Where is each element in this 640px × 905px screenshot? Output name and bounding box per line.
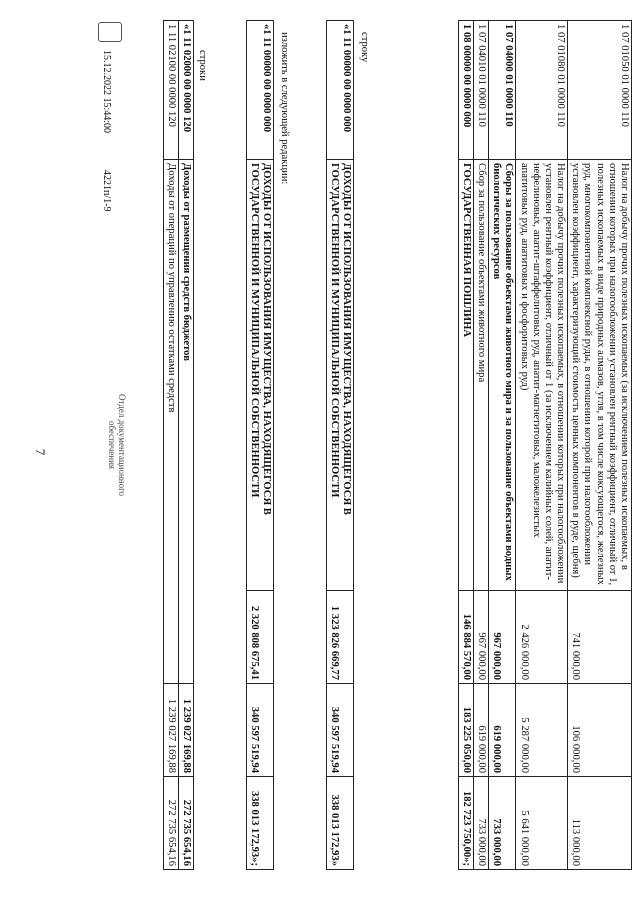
value-year-1: 2 426 000,00 — [516, 591, 568, 684]
value-year-2: 619 000,00 — [489, 684, 516, 777]
value-year-3: 733 000,00 — [489, 777, 516, 870]
budget-code: «1 11 02000 00 0000 120 — [178, 21, 193, 160]
barcode-stamp-icon — [98, 22, 122, 42]
table-row — [458, 21, 473, 870]
budget-code: 1 08 00000 00 0000 000 — [458, 21, 473, 160]
budget-code: 1 07 04010 01 0000 110 — [473, 21, 488, 160]
label-stroki: строки — [197, 50, 208, 81]
table-row — [489, 21, 516, 870]
table-row — [178, 21, 193, 870]
value-year-3: 5 641 000,00 — [516, 777, 568, 870]
value-year-1: 967 000,00 — [489, 591, 516, 684]
value-year-3: 113 000,00 — [568, 777, 632, 870]
table-row — [326, 21, 353, 870]
value-year-3: 182 723 750,00»; — [458, 777, 473, 870]
property-income-old-row — [326, 20, 354, 870]
table-row — [246, 21, 273, 870]
footer-doc-id: 4221п/1-9 — [101, 170, 112, 212]
value-year-2: 619 000,00 — [473, 684, 488, 777]
budget-code: 1 07 01050 01 0000 110 — [568, 21, 632, 160]
row-name: Налог на добычу прочих полезных ископаемых, в отношении которых при налогообложении установлен рентный коэффициент, отличный от 1 (за исключением калийных солей, апатит-нефелиновых, апатит-штаффелитовых руд, апатит-магнетитовых, маложелезистых апатитовых руд, апатитовых и фосфоритовых руд) — [516, 160, 568, 591]
row-name: ДОХОДЫ ОТ ИСПОЛЬЗОВАНИЯ ИМУЩЕСТВА, НАХОДЯЩЕГОСЯ В ГОСУДАРСТВЕННОЙ И МУНИЦИПАЛЬНОЙ СОБСТВЕННОСТИ — [246, 160, 273, 591]
placement-income-rows — [163, 20, 194, 870]
value-year-2: 106 000,00 — [568, 684, 632, 777]
value-year-3: 733 000,00 — [473, 777, 488, 870]
value-year-2: 272 735 654,16 — [163, 777, 178, 870]
value-year-3: 338 013 172,93» — [326, 777, 353, 870]
value-year-2: 340 597 519,94 — [326, 684, 353, 777]
budget-code: 1 07 04000 01 0000 110 — [489, 21, 516, 160]
budget-code: 1 11 02100 00 0000 120 — [163, 21, 178, 160]
value-year-1: 967 000,00 — [473, 591, 488, 684]
table-row — [516, 21, 568, 870]
budget-code: 1 07 01080 01 0000 110 — [516, 21, 568, 160]
property-income-new-row — [246, 20, 274, 870]
stamp-department-note: Отдел документационного обеспечения — [107, 393, 127, 497]
row-name: Доходы от операций по управлению остатками средств — [163, 160, 178, 684]
value-year-1: 1 239 027 169,88 — [163, 684, 178, 777]
value-year-1: 2 320 808 675,41 — [246, 591, 273, 684]
rotated-page-content — [72, 20, 632, 870]
value-year-1: 146 884 570,00 — [458, 591, 473, 684]
value-year-2: 183 225 050,00 — [458, 684, 473, 777]
table-row — [163, 21, 178, 870]
value-year-1: 1 239 027 169,88 — [178, 684, 193, 777]
footer-timestamp: 15.12.2022 15:44:00 — [101, 50, 112, 134]
value-year-3: 338 013 172,93»; — [246, 777, 273, 870]
value-year-1: 741 000,00 — [568, 591, 632, 684]
value-year-1: 1 323 826 669,77 — [326, 591, 353, 684]
revenue-table-continuation — [458, 20, 632, 870]
label-new-edition: изложить в следующей редакции: — [279, 32, 290, 185]
value-year-2: 272 735 654,16 — [178, 777, 193, 870]
row-name: Сбор за пользование объектами животного мира — [473, 160, 488, 591]
budget-code: «1 11 00000 00 0000 000 — [246, 21, 273, 160]
row-name: ГОСУДАРСТВЕННАЯ ПОШЛИНА — [458, 160, 473, 591]
budget-code: «1 11 00000 00 0000 000 — [326, 21, 353, 160]
label-stroku-before-table2: строку — [359, 32, 370, 63]
page-number: 7 — [33, 448, 48, 456]
row-name: Сборы за пользование объектами животного мира и за пользование объектами водных биологических ресурсов — [489, 160, 516, 591]
table-row — [473, 21, 488, 870]
value-year-2: 5 287 000,00 — [516, 684, 568, 777]
row-name: ДОХОДЫ ОТ ИСПОЛЬЗОВАНИЯ ИМУЩЕСТВА, НАХОДЯЩЕГОСЯ В ГОСУДАРСТВЕННОЙ И МУНИЦИПАЛЬНОЙ СОБСТВЕННОСТИ — [326, 160, 353, 591]
table-row — [568, 21, 632, 870]
row-name: Налог на добычу прочих полезных ископаемых (за исключением полезных ископаемых, в отношении которых при налогообложении установлен рентный коэффициент, отличный от 1, полезных ископаемых в виде природных алмазов, угля, в том числе коксующегося, железных руд, многокомпонентной комплексной руды, в отношении которой при налогообложении установлен коэффициент, характеризующий стоимость ценных компонентов в руде, щебня) — [568, 160, 632, 591]
row-name: Доходы от размещения средств бюджетов — [178, 160, 193, 684]
value-year-2: 340 597 519,94 — [246, 684, 273, 777]
